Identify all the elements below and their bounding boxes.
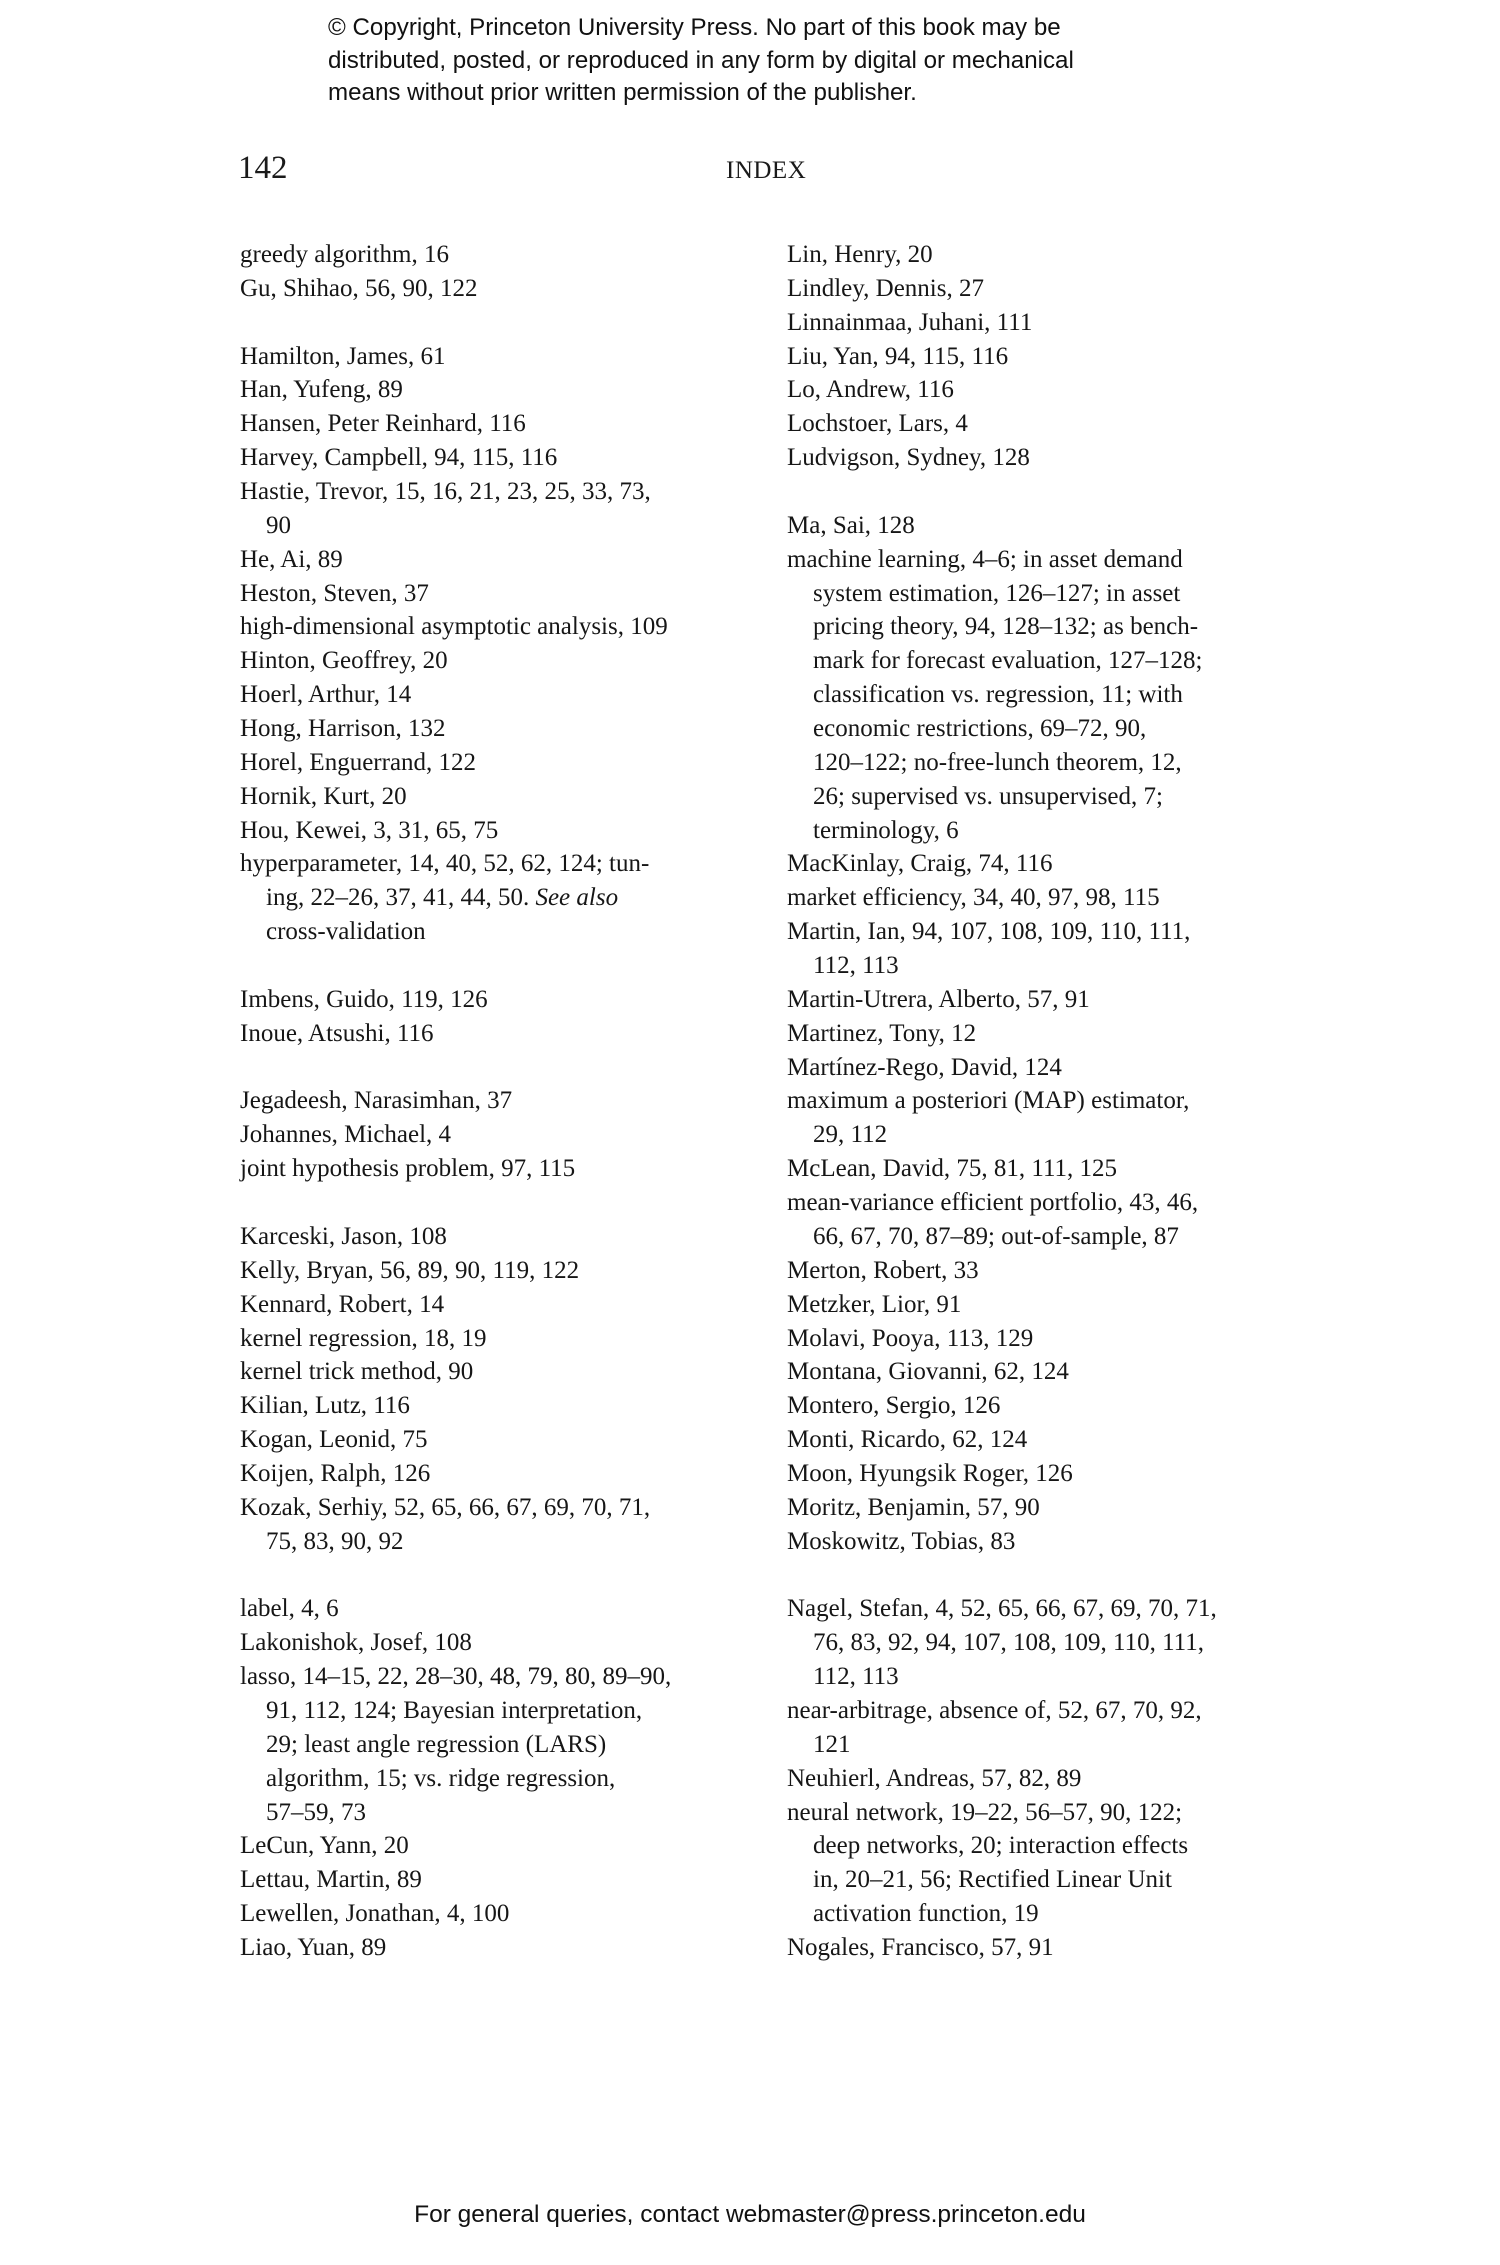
index-entry-line <box>787 1051 1317 1085</box>
index-entry <box>787 1084 1317 1152</box>
index-entry-line <box>787 1796 1317 1830</box>
index-entry-line <box>787 441 1317 475</box>
index-entry <box>240 340 770 374</box>
index-entry <box>240 1626 770 1660</box>
running-head: INDEX <box>726 157 807 184</box>
index-entry-text: Kennard, Robert, 14 <box>240 1290 445 1318</box>
index-entry-text: high-dimensional asymptotic analysis, 109 <box>240 613 668 641</box>
index-entry-text: Hornik, Kurt, 20 <box>240 782 407 810</box>
index-entry-continuation <box>787 577 1317 611</box>
index-entry <box>240 1457 770 1491</box>
index-entry-text: Martin-Utrera, Alberto, 57, 91 <box>787 985 1090 1013</box>
index-entry-text: neural network, 19–22, 56–57, 90, 122; <box>787 1798 1183 1826</box>
index-entry <box>787 306 1317 340</box>
index-entry <box>240 1863 770 1897</box>
index-entry-line <box>240 1863 770 1897</box>
index-entry-text: Monti, Ricardo, 62, 124 <box>787 1426 1028 1454</box>
letter-group-gap <box>240 1051 770 1085</box>
index-entry <box>787 1457 1317 1491</box>
index-entry-line <box>240 1118 770 1152</box>
index-entry <box>240 678 770 712</box>
index-entry-line <box>240 1660 770 1694</box>
index-entry <box>787 1152 1317 1186</box>
index-entry-text: Johannes, Michael, 4 <box>240 1121 452 1149</box>
index-entry-continuation <box>240 1525 770 1559</box>
index-entry-line <box>240 1355 770 1389</box>
index-entry-text: Hoerl, Arthur, 14 <box>240 681 412 709</box>
index-entry <box>240 1152 770 1186</box>
index-entry-text: Lin, Henry, 20 <box>787 241 933 268</box>
index-entry-line <box>787 1423 1317 1457</box>
index-entry-text: Moskowitz, Tobias, 83 <box>787 1527 1016 1555</box>
index-entry-text: greedy algorithm, 16 <box>240 241 449 268</box>
index-entry <box>240 543 770 577</box>
index-entry-line <box>240 1084 770 1118</box>
index-entry-line <box>240 1897 770 1931</box>
index-entry <box>240 847 770 949</box>
index-entry-text: in, 20–21, 56; Rectified Linear Unit <box>813 1866 1172 1894</box>
letter-group-gap <box>240 1559 770 1593</box>
index-entry <box>787 881 1317 915</box>
index-entry <box>787 1423 1317 1457</box>
index-entry <box>787 340 1317 374</box>
index-entry-line <box>240 1152 770 1186</box>
copyright-line: means without prior written permission of the publisher. <box>328 79 917 106</box>
index-entry-continuation <box>240 915 770 949</box>
index-entry-line <box>787 1355 1317 1389</box>
index-entry <box>787 1491 1317 1525</box>
index-entry-text: Kogan, Leonid, 75 <box>240 1426 428 1454</box>
index-entry-line <box>787 306 1317 340</box>
index-entry-text: Martinez, Tony, 12 <box>787 1019 977 1047</box>
index-entry-text: Horel, Enguerrand, 122 <box>240 748 477 776</box>
index-entry <box>787 1355 1317 1389</box>
index-entry <box>787 373 1317 407</box>
index-entry-line <box>787 881 1317 915</box>
copyright-line: © Copyright, Princeton University Press. No part of this book may be <box>328 14 1061 41</box>
index-entry-text: Gu, Shihao, 56, 90, 122 <box>240 274 478 302</box>
index-entry <box>240 610 770 644</box>
index-entry-continuation <box>787 1118 1317 1152</box>
index-entry <box>240 272 770 306</box>
index-entry-text: mark for forecast evaluation, 127–128; <box>813 647 1203 675</box>
index-entry-line <box>240 441 770 475</box>
index-entry-line <box>240 475 770 509</box>
index-entry-continuation <box>787 1220 1317 1254</box>
index-entry-text: Martínez-Rego, David, 124 <box>787 1053 1062 1081</box>
index-entry-text: MacKinlay, Craig, 74, 116 <box>787 850 1053 878</box>
index-entry-line <box>240 577 770 611</box>
index-entry-text: 26; supervised vs. unsupervised, 7; <box>813 782 1163 810</box>
index-entry-text: Hinton, Geoffrey, 20 <box>240 647 448 675</box>
index-entry-text: 112, 113 <box>813 952 899 980</box>
index-entry-continuation <box>787 949 1317 983</box>
index-entry-text: Lettau, Martin, 89 <box>240 1866 422 1894</box>
index-entry <box>240 1660 770 1829</box>
index-entry <box>240 373 770 407</box>
index-entry-continuation <box>240 509 770 543</box>
index-entry-text: near-arbitrage, absence of, 52, 67, 70, 92, <box>787 1696 1202 1724</box>
index-entry-line <box>240 1829 770 1863</box>
index-entry-line <box>787 1694 1317 1728</box>
index-entry-text: Molavi, Pooya, 113, 129 <box>787 1324 1034 1352</box>
index-entry-line <box>240 1626 770 1660</box>
index-entry-continuation <box>787 678 1317 712</box>
index-entry <box>240 577 770 611</box>
index-entry-line <box>240 1220 770 1254</box>
index-entry-text: Nogales, Francisco, 57, 91 <box>787 1933 1054 1961</box>
index-entry-text: Linnainmaa, Juhani, 111 <box>787 308 1033 336</box>
index-entry-line <box>240 814 770 848</box>
index-entry <box>240 1322 770 1356</box>
index-entry-line <box>240 610 770 644</box>
index-entry <box>240 1017 770 1051</box>
index-entry-text: Moon, Hyungsik Roger, 126 <box>787 1459 1073 1487</box>
index-entry <box>787 1389 1317 1423</box>
index-entry-text: Nagel, Stefan, 4, 52, 65, 66, 67, 69, 70, 71, <box>787 1595 1217 1623</box>
index-entry-line <box>787 1322 1317 1356</box>
index-column-right <box>787 238 1317 1965</box>
index-entry <box>240 1355 770 1389</box>
index-entry-line <box>787 1491 1317 1525</box>
index-entry <box>787 1254 1317 1288</box>
index-entry-text: joint hypothesis problem, 97, 115 <box>240 1155 576 1183</box>
index-entry-text: Karceski, Jason, 108 <box>240 1222 447 1250</box>
index-entry-text: Heston, Steven, 37 <box>240 579 429 607</box>
index-entry <box>787 1322 1317 1356</box>
index-entry-text: 121 <box>813 1730 851 1758</box>
index-entry-line <box>240 1017 770 1051</box>
index-entry-line <box>787 1017 1317 1051</box>
index-entry <box>787 1694 1317 1762</box>
index-entry-text: kernel regression, 18, 19 <box>240 1324 487 1352</box>
index-entry-text: 76, 83, 92, 94, 107, 108, 109, 110, 111, <box>813 1629 1204 1657</box>
index-entry <box>240 407 770 441</box>
index-entry-text: mean-variance efficient portfolio, 43, 46, <box>787 1189 1199 1217</box>
index-entry-line <box>240 1288 770 1322</box>
index-entry-line <box>787 1186 1317 1220</box>
index-entry-line <box>240 712 770 746</box>
index-entry <box>240 1423 770 1457</box>
index-entry-line <box>787 1288 1317 1322</box>
index-entry-continuation <box>787 1728 1317 1762</box>
index-entry <box>787 1288 1317 1322</box>
letter-group-gap <box>240 1186 770 1220</box>
index-entry <box>240 814 770 848</box>
index-entry-line <box>787 1931 1317 1965</box>
index-entry-line <box>240 1457 770 1491</box>
index-entry <box>787 847 1317 881</box>
index-entry-line <box>240 407 770 441</box>
index-entry-line <box>240 373 770 407</box>
index-entry <box>787 441 1317 475</box>
index-entry-text: 91, 112, 124; Bayesian interpretation, <box>266 1696 643 1724</box>
index-entry-line <box>240 746 770 780</box>
index-entry-text: maximum a posteriori (MAP) estimator, <box>787 1087 1190 1115</box>
index-entry <box>787 1931 1317 1965</box>
index-entry-text: 112, 113 <box>813 1663 899 1691</box>
index-entry-line <box>787 1525 1317 1559</box>
index-entry-text: 57–59, 73 <box>266 1798 366 1826</box>
index-entry <box>240 746 770 780</box>
index-entry-text: Hansen, Peter Reinhard, 116 <box>240 410 526 438</box>
index-entry-text: Hou, Kewei, 3, 31, 65, 75 <box>240 816 499 844</box>
footer-contact: For general queries, contact webmaster@press.princeton.edu <box>414 2201 1086 2228</box>
index-entry-continuation <box>240 1694 770 1728</box>
index-entry-text: Metzker, Lior, 91 <box>787 1290 962 1318</box>
index-entry-continuation <box>787 1829 1317 1863</box>
index-entry-text: LeCun, Yann, 20 <box>240 1832 409 1860</box>
index-entry-line <box>240 272 770 306</box>
copyright-notice <box>328 12 1215 110</box>
index-entry <box>787 272 1317 306</box>
index-entry-line <box>240 983 770 1017</box>
index-entry-text: He, Ai, 89 <box>240 545 343 573</box>
index-entry-line <box>787 1592 1317 1626</box>
index-entry-text: terminology, 6 <box>813 816 959 844</box>
index-entry <box>787 1051 1317 1085</box>
index-entry-line <box>787 1152 1317 1186</box>
index-entry <box>240 1931 770 1965</box>
index-entry <box>787 1592 1317 1694</box>
index-entry-text: Lochstoer, Lars, 4 <box>787 410 968 438</box>
index-entry-line <box>240 1389 770 1423</box>
index-entry-text: Han, Yufeng, 89 <box>240 376 403 404</box>
index-entry-text: McLean, David, 75, 81, 111, 125 <box>787 1155 1118 1183</box>
index-entry-text: cross-validation <box>266 918 426 946</box>
index-entry-text: Montana, Giovanni, 62, 124 <box>787 1358 1069 1386</box>
index-entry <box>240 712 770 746</box>
index-entry-continuation <box>787 1626 1317 1660</box>
letter-group-gap <box>787 475 1317 509</box>
index-entry-text: Moritz, Benjamin, 57, 90 <box>787 1493 1040 1521</box>
index-entry-line <box>787 407 1317 441</box>
index-entry-text: Hong, Harrison, 132 <box>240 715 446 743</box>
index-entry-text: algorithm, 15; vs. ridge regression, <box>266 1764 616 1792</box>
index-entry-line <box>787 983 1317 1017</box>
index-entry-line <box>240 847 770 881</box>
cross-reference-label: See also <box>535 884 619 912</box>
index-column-left <box>240 238 770 1965</box>
index-entry-text: economic restrictions, 69–72, 90, <box>813 715 1147 743</box>
index-entry-text: Kilian, Lutz, 116 <box>240 1392 410 1420</box>
index-entry-text: Merton, Robert, 33 <box>787 1256 979 1284</box>
index-entry-text: activation function, 19 <box>813 1900 1039 1928</box>
index-entry-text: Hamilton, James, 61 <box>240 342 446 370</box>
letter-group-gap <box>787 1559 1317 1593</box>
index-entry-continuation <box>240 881 770 915</box>
index-entry-continuation <box>787 610 1317 644</box>
index-entry-text: Lakonishok, Josef, 108 <box>240 1629 472 1657</box>
index-entry-text: Kelly, Bryan, 56, 89, 90, 119, 122 <box>240 1256 580 1284</box>
index-entry <box>240 1592 770 1626</box>
index-entry <box>240 1829 770 1863</box>
index-entry-text: Harvey, Campbell, 94, 115, 116 <box>240 444 558 472</box>
index-entry-line <box>787 1762 1317 1796</box>
index-entry-line <box>787 1389 1317 1423</box>
index-entry-text: hyperparameter, 14, 40, 52, 62, 124; tun- <box>240 850 650 878</box>
index-entry-line <box>240 1423 770 1457</box>
index-entry-continuation <box>787 814 1317 848</box>
index-entry-continuation <box>787 644 1317 678</box>
index-entry <box>787 509 1317 543</box>
index-entry-text: Ma, Sai, 128 <box>787 511 915 539</box>
index-entry-line <box>787 373 1317 407</box>
index-entry <box>787 407 1317 441</box>
index-entry <box>787 543 1317 848</box>
index-entry-text: classification vs. regression, 11; with <box>813 681 1183 709</box>
index-entry-text: 75, 83, 90, 92 <box>266 1527 404 1555</box>
index-entry-line <box>240 678 770 712</box>
index-entry <box>787 1186 1317 1254</box>
index-entry-text: Inoue, Atsushi, 116 <box>240 1019 434 1047</box>
index-entry <box>240 644 770 678</box>
index-entry <box>787 915 1317 983</box>
index-entry <box>240 1491 770 1559</box>
index-entry-continuation <box>787 1897 1317 1931</box>
index-entry <box>240 1220 770 1254</box>
index-entry-line <box>787 340 1317 374</box>
index-entry-continuation <box>240 1762 770 1796</box>
index-entry-line <box>240 543 770 577</box>
index-entry-line <box>240 1491 770 1525</box>
index-entry-line <box>240 1322 770 1356</box>
index-entry <box>787 1762 1317 1796</box>
index-entry-text: Jegadeesh, Narasimhan, 37 <box>240 1087 513 1115</box>
index-entry-text: market efficiency, 34, 40, 97, 98, 115 <box>787 884 1160 912</box>
index-entry <box>787 983 1317 1017</box>
index-entry-text: deep networks, 20; interaction effects <box>813 1832 1189 1860</box>
index-entry-text: machine learning, 4–6; in asset demand <box>787 545 1183 573</box>
index-entry <box>787 1796 1317 1931</box>
index-entry-continuation <box>787 712 1317 746</box>
index-entry <box>240 1897 770 1931</box>
index-entry-line <box>787 1084 1317 1118</box>
index-entry-text: 66, 67, 70, 87–89; out-of-sample, 87 <box>813 1222 1179 1250</box>
index-entry-text: kernel trick method, 90 <box>240 1358 474 1386</box>
index-entry <box>240 238 770 272</box>
index-entry <box>240 780 770 814</box>
index-entry-line <box>787 272 1317 306</box>
index-entry-continuation <box>240 1728 770 1762</box>
index-entry <box>240 1084 770 1118</box>
index-entry <box>240 1389 770 1423</box>
index-entry-line <box>787 543 1317 577</box>
index-entry-text: Lindley, Dennis, 27 <box>787 274 984 302</box>
index-entry-text: Lewellen, Jonathan, 4, 100 <box>240 1900 510 1928</box>
index-entry <box>240 1254 770 1288</box>
index-entry-text: 120–122; no-free-lunch theorem, 12, <box>813 748 1182 776</box>
index-entry-line <box>787 915 1317 949</box>
index-entry-line <box>240 1592 770 1626</box>
index-entry-line <box>787 509 1317 543</box>
copyright-line: distributed, posted, or reproduced in any form by digital or mechanical <box>328 46 1074 74</box>
index-entry-line <box>787 1254 1317 1288</box>
index-entry-text: Ludvigson, Sydney, 128 <box>787 444 1030 472</box>
index-entry-text: Lo, Andrew, 116 <box>787 376 954 404</box>
index-entry <box>240 441 770 475</box>
index-entry-text: pricing theory, 94, 128–132; as bench- <box>813 613 1199 641</box>
index-entry-text: 29; least angle regression (LARS) <box>266 1730 607 1758</box>
index-entry <box>240 475 770 543</box>
index-entry-line <box>787 847 1317 881</box>
index-entry-text: Imbens, Guido, 119, 126 <box>240 985 488 1013</box>
index-entry-continuation <box>240 1796 770 1830</box>
index-entry-text: Liao, Yuan, 89 <box>240 1933 387 1961</box>
index-entry-line <box>240 1931 770 1965</box>
index-entry <box>787 1017 1317 1051</box>
index-entry-text: system estimation, 126–127; in asset <box>813 579 1181 607</box>
index-entry-continuation <box>787 746 1317 780</box>
index-entry-continuation <box>787 1660 1317 1694</box>
index-entry-line <box>240 238 770 272</box>
index-entry <box>787 238 1317 272</box>
index-entry-text: Liu, Yan, 94, 115, 116 <box>787 342 1009 370</box>
index-entry <box>240 1118 770 1152</box>
index-entry-text: Martin, Ian, 94, 107, 108, 109, 110, 111, <box>787 918 1191 946</box>
index-entry-text: label, 4, 6 <box>240 1595 339 1623</box>
page-number: 142 <box>238 150 288 186</box>
index-entry-continuation <box>787 780 1317 814</box>
index-entry <box>240 983 770 1017</box>
index-entry-line <box>240 340 770 374</box>
index-entry-line <box>787 238 1317 272</box>
index-entry-line <box>787 1457 1317 1491</box>
index-entry-line <box>240 780 770 814</box>
index-entry <box>787 1525 1317 1559</box>
index-entry-text: 90 <box>266 511 291 539</box>
index-entry-line <box>240 644 770 678</box>
index-entry-text: lasso, 14–15, 22, 28–30, 48, 79, 80, 89–90, <box>240 1663 672 1691</box>
index-entry-text: ing, 22–26, 37, 41, 44, 50. <box>266 884 536 912</box>
letter-group-gap <box>240 306 770 340</box>
index-entry-line <box>240 1254 770 1288</box>
index-entry-text: Hastie, Trevor, 15, 16, 21, 23, 25, 33, 73, <box>240 478 651 506</box>
index-entry-text: Neuhierl, Andreas, 57, 82, 89 <box>787 1764 1082 1792</box>
index-entry-text: Kozak, Serhiy, 52, 65, 66, 67, 69, 70, 71, <box>240 1493 651 1521</box>
index-entry-text: 29, 112 <box>813 1121 888 1149</box>
index-entry-continuation <box>787 1863 1317 1897</box>
index-entry-text: Montero, Sergio, 126 <box>787 1392 1001 1420</box>
letter-group-gap <box>240 949 770 983</box>
index-entry-text: Koijen, Ralph, 126 <box>240 1459 431 1487</box>
index-entry <box>240 1288 770 1322</box>
